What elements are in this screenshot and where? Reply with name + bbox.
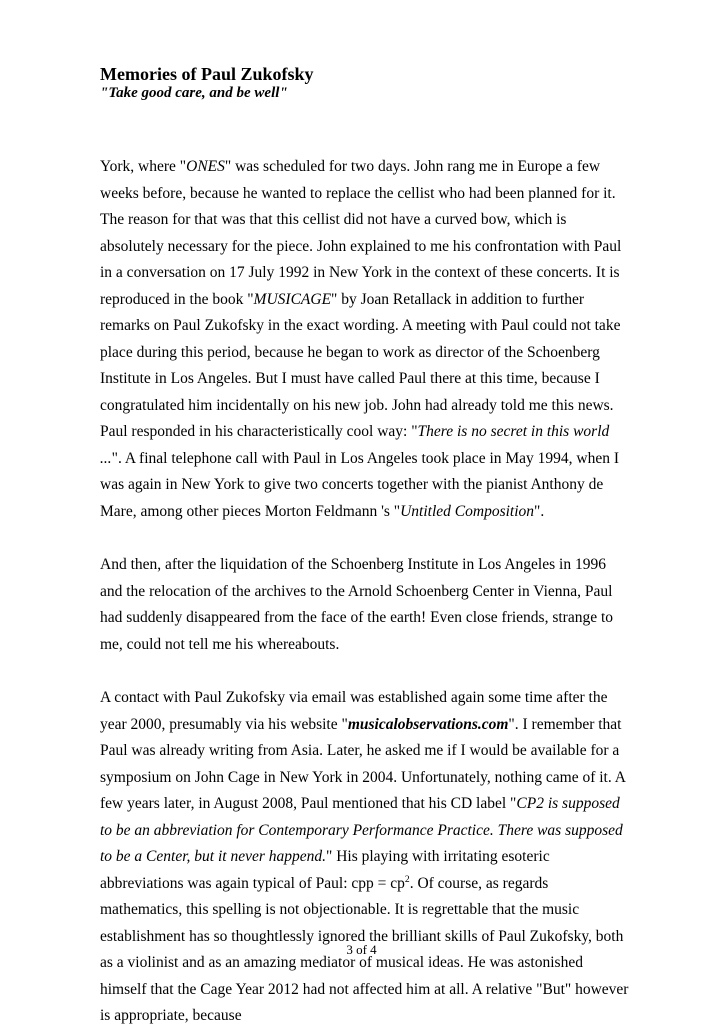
- text-run: . Of course, as regards mathematics, this spelling is not objectionable. It is regrettable that the music establishment has so thoughtlessly ignored the brilliant skills of Paul Zukofsky, both as a violinist and as an amazing mediator of musical ideas. He was astonished himself that the Cage Year 2012 had not affected him at all. A relative "But" however is appropriate, because: [100, 874, 629, 1024]
- text-run: 2: [404, 873, 410, 885]
- text-run: CP2 is supposed to be an abbreviation for Contemporary Performance Practice. There was supposed to be a Center, but it never happend.: [100, 795, 623, 865]
- text-run: musicalobservations.com: [347, 715, 509, 733]
- text-run: And then, after the liquidation of the Schoenberg Institute in Los Angeles in 1996 and the relocation of the archives to the Arnold Schoenberg Center in Vienna, Paul had suddenly disappeared from the face of the earth! Even close friends, strange to me, could not tell me his whereabouts.: [100, 556, 614, 653]
- text-run: Untitled Composition: [400, 502, 535, 520]
- text-run: ". I remember that Paul was already writing from Asia. Later, he asked me if I would be available for a symposium on John Cage in New York in 2004. Unfortunately, nothing came of it. A few years later, in August 2008, Paul mentioned that his CD label ": [100, 715, 626, 812]
- text-run: " by Joan Retallack in addition to further remarks on Paul Zukofsky in the exact wording. A meeting with Paul could not take place during this period, because he began to work as director of the Schoenberg Institute in Los Angeles. But I must have called Paul there at this time, because I congratulated him incidentally on his new job. John had already told me this news. Paul responded in his characteristically cool way: ": [100, 290, 621, 440]
- page-number: 3 of 4: [346, 942, 377, 957]
- text-run: ". A final telephone call with Paul in Los Angeles took place in May 1994, when I was again in New York to give two concerts together with the pianist Anthony de Mare, among other pieces Morton Feldmann 's ": [100, 449, 620, 520]
- text-run: There is no secret in this world ...: [100, 423, 610, 467]
- document-subtitle: "Take good care, and be well": [100, 85, 288, 101]
- text-run: York, where ": [100, 158, 187, 175]
- document-body: [100, 154, 630, 1024]
- paragraph: [100, 552, 630, 658]
- paragraph: [100, 685, 630, 1024]
- document-title: Memories of Paul Zukofsky: [100, 64, 314, 84]
- text-run: " His playing with irritating esoteric abbreviations was again typical of Paul: cpp = cp: [100, 848, 550, 892]
- document-content: [100, 64, 630, 1024]
- text-run: MUSICAGE: [253, 290, 332, 308]
- text-run: ".: [534, 502, 545, 520]
- text-run: A contact with Paul Zukofsky via email was established again some time after the year 2000, presumably via his website ": [100, 689, 608, 733]
- text-run: ONES: [186, 158, 225, 175]
- paragraph: [100, 154, 630, 525]
- text-run: " was scheduled for two days. John rang me in Europe a few weeks before, because he wanted to replace the cellist who had been planned for it. The reason for that was that this cellist did not have a curved bow, which is absolutely necessary for the piece. John explained to me his confrontation with Paul in a conversation on 17 July 1992 in New York in the context of these concerts. It is reproduced in the book ": [100, 158, 622, 308]
